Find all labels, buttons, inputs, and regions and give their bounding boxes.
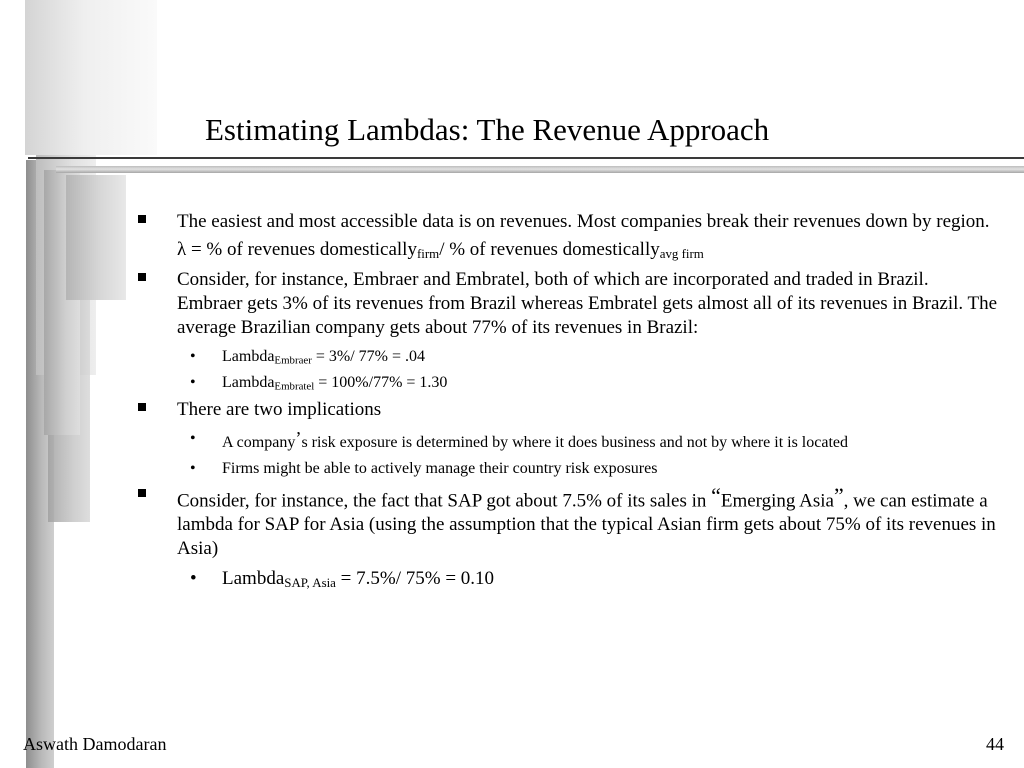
square-bullet-icon: [138, 215, 146, 223]
slide-body: [138, 210, 998, 596]
decorative-bar: [25, 0, 157, 155]
lambda-formula: λ = % of revenues domestically$_{firm}$/ % of revenues domestically$_{avg firm}$: [177, 239, 704, 262]
bullet-embraer-embratel: [138, 268, 998, 340]
square-bullet-icon: [138, 273, 146, 281]
bullet-text: There are two implications: [177, 399, 382, 420]
list-item: • Lambda$_{SAP, Asia}$ = 7.5%/ 75% = 0.10: [190, 568, 495, 591]
bullet-text: Consider, for instance, Embraer and Embratel, both of which are incorporated and traded in Brazil. Embraer gets 3% of its revenues from Brazil whereas Embratel gets almost all of its revenues in Brazil. The average Brazilian company gets about 77% of its revenues in Brazil:: [177, 269, 998, 338]
slide-title: Estimating Lambdas: The Revenue Approach: [205, 112, 770, 147]
decorative-bar: [66, 175, 126, 300]
square-bullet-icon: [138, 403, 146, 411]
list-item: • Lambda$_{Embraer}$ = 3%/ 77% = .04: [190, 348, 426, 367]
list-item: • Firms might be able to actively manage their country risk exposures: [190, 459, 658, 477]
dot-bullet-icon: •: [190, 459, 196, 477]
page-number: 44: [986, 734, 1004, 754]
bullet-text: The easiest and most accessible data is on revenues. Most companies break their revenues down by region.: [177, 211, 990, 232]
list-item: • Lambda$_{Embratel}$ = 100%/77% = 1.30: [190, 374, 448, 393]
dot-bullet-icon: •: [190, 568, 197, 590]
title-divider-bar: [56, 166, 1024, 173]
footer-author: Aswath Damodaran: [23, 734, 167, 754]
square-bullet-icon: [138, 489, 146, 497]
dot-bullet-icon: •: [190, 430, 196, 447]
dot-bullet-icon: •: [190, 374, 196, 391]
dot-bullet-icon: •: [190, 348, 196, 365]
bullet-sap: Consider, for instance, the fact that SAP got about 7.5% of its sales in “Emerging Asia”, we can estimate a lambda for SAP for Asia (using the assumption that the typical Asian firm gets about 75% of its revenues in Asia): [138, 484, 998, 561]
title-underline: [28, 157, 1024, 159]
bullet-implications: [138, 398, 998, 422]
bullet-revenues: [138, 210, 998, 234]
list-item: • A company’s risk exposure is determined by where it does business and not by where it is located: [190, 428, 848, 451]
